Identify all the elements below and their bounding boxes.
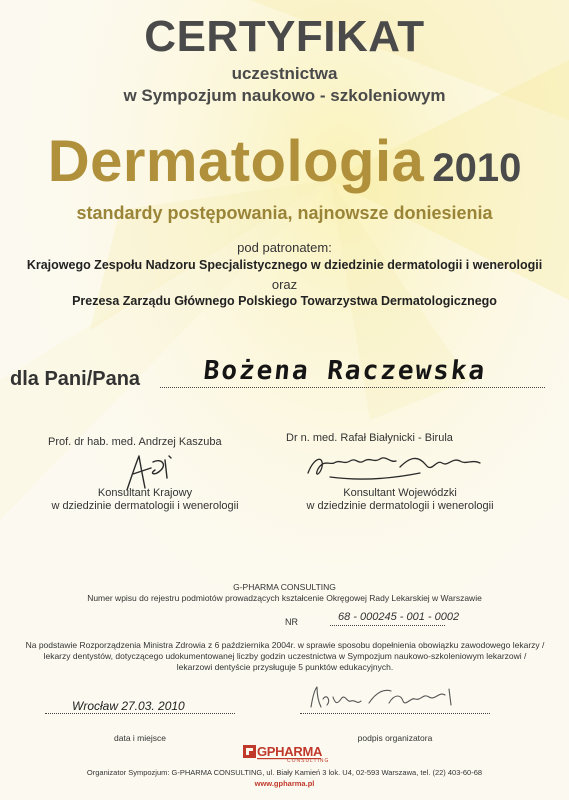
organizer-address: Organizator Sympozjum: G-PHARMA CONSULTING, ul. Biały Kamień 3 lok. U4, 02-593 Warszawa, tel. (22) 403-60-68 [86,768,483,777]
right-role-title: Konsultant Wojewódzki [343,487,457,499]
left-role-title: Konsultant Krajowy [97,487,193,499]
signatory-right-role [290,487,510,513]
legal-notice: Na podstawie Rozporządzenia Ministra Zdrowia z 6 października 2004r. w sprawie sposobu dopełnienia obowiązku zawodowego lekarzy / lekarzy dentystów, dotyczącego udokumentowanej liczby godzin uczestnictwa w Sympozjum naukowo-szkoleniowym lekarzowi / lekarzowi dentyście przysługuje 5 punktów edukacyjnych. [25,640,545,672]
patron-society-president: Prezesa Zarządu Głównego Polskiego Towarzystwa Dermatologicznego [72,294,497,308]
registry-nr-line [330,625,445,626]
organizer-name: G-PHARMA CONSULTING [233,582,336,592]
left-role-field: w dziedzinie dermatologii i wenerologii [51,500,239,512]
patron-national-team: Krajowego Zespołu Nadzoru Specjalistycznego w dziedzinie dermatologii i wenerologii [26,258,543,272]
organizer-website-link[interactable]: www.gpharma.pl [254,779,315,788]
place-date-line [45,713,235,714]
recipient-name: Bożena Raczewska [202,356,488,386]
place-date-value: Wrocław 27.03. 2010 [72,699,185,713]
signature-organizer [305,683,475,715]
subtitle-symposium: w Sympozjum naukowo - szkoleniowym [123,86,446,105]
gpharma-logo-subtext: CONSULTING [287,758,330,764]
signatory-right-name: Dr n. med. Rafał Białynicki - Birula [286,432,453,444]
event-name: Dermatologia [47,129,425,194]
right-role-field: w dziedzinie dermatologii i wenerologii [306,500,494,512]
registry-nr-label: NR [285,617,298,627]
event-year: 2010 [432,146,522,190]
registry-text: Numer wpisu do rejestru podmiotów prowadzących kształcenie Okręgowej Rady Lekarskiej w Warszawie [87,593,482,603]
event-tagline: standardy postępowania, najnowsze doniesienia [76,203,493,223]
patron-conjunction: oraz [271,277,298,292]
event-heading [0,128,569,195]
organizer-sign-line [300,713,490,714]
patronage-intro: pod patronatem: [237,240,332,255]
organizer-sign-label: podpis organizatora [357,733,433,743]
signature-right [300,443,490,488]
signatory-left-name: Prof. dr hab. med. Andrzej Kaszuba [48,436,222,448]
subtitle-participation: uczestnictwa [231,64,338,83]
recipient-dotted-line [160,387,545,388]
registry-nr-value: 68 - 000245 - 001 - 0002 [338,611,460,623]
certificate-title: CERTYFIKAT [144,12,425,61]
signatory-left-role [40,487,250,513]
place-date-label: data i miejsce [114,733,166,743]
recipient-label: dla Pani/Pana [10,368,141,390]
gpharma-logo-text: GPHARMA [257,744,323,759]
